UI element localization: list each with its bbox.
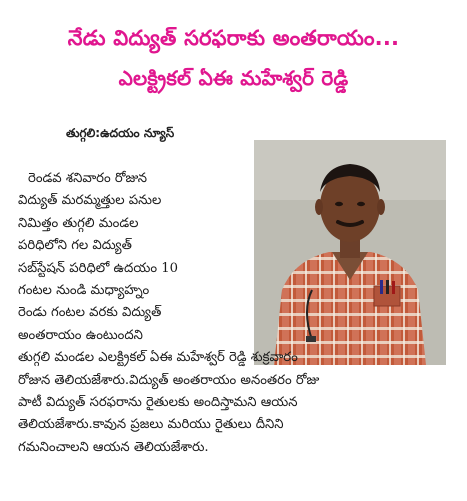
body-line: రెండవ శనివారం రోజున <box>28 171 148 186</box>
body-line: పరిధిలోని గల విద్యుత్ <box>18 238 132 254</box>
body-line: విద్యుత్ మరమ్మత్తుల పనుల <box>18 193 162 209</box>
body-line: అంతరాయం ఉంటుందని <box>18 327 143 343</box>
body-line: నిమిత్తం తుగ్గలి మండల <box>18 215 139 231</box>
dateline: తుగ్గలి:ఉదయం న్యూస్ <box>66 126 175 140</box>
body-line: గంటల నుండి మధ్యాహ్నం <box>18 283 150 298</box>
body-line: తెలియజేశారు.కావున ప్రజలు మరియు రైతులు దీనిని <box>18 417 284 433</box>
body-line: గమనించాలని ఆయన తెలియజేశారు. <box>18 439 209 455</box>
body-line: రెండు గంటల వరకు విద్యుత్ <box>18 305 162 321</box>
headline-line-2: ఎలక్ట్రికల్ ఏఈ మహేశ్వర్ రెడ్డి <box>118 66 349 90</box>
body-line: పాటీ విద్యుత్ సరఫరాను రైతులకు అందిస్తామని ఆయన <box>18 395 298 410</box>
headline-line-1: నేడు విద్యుత్ సరఫరాకు అంతరాయం... <box>67 26 400 50</box>
body-line: తుగ్గలి మండల ఎలక్ట్రికల్ ఏఈ మహేశ్వర్ రెడ్డి శుక్రవారం <box>18 350 298 366</box>
reporter-photo <box>254 140 446 365</box>
body-line: రోజున తెలియజేశారు.విద్యుత్ అంతరాయం అనంతరం రోజు <box>18 372 320 388</box>
body-line: సబ్‌స్టేషన్ పరిధిలో ఉదయం 10 <box>18 260 178 276</box>
portrait-image <box>254 140 446 365</box>
